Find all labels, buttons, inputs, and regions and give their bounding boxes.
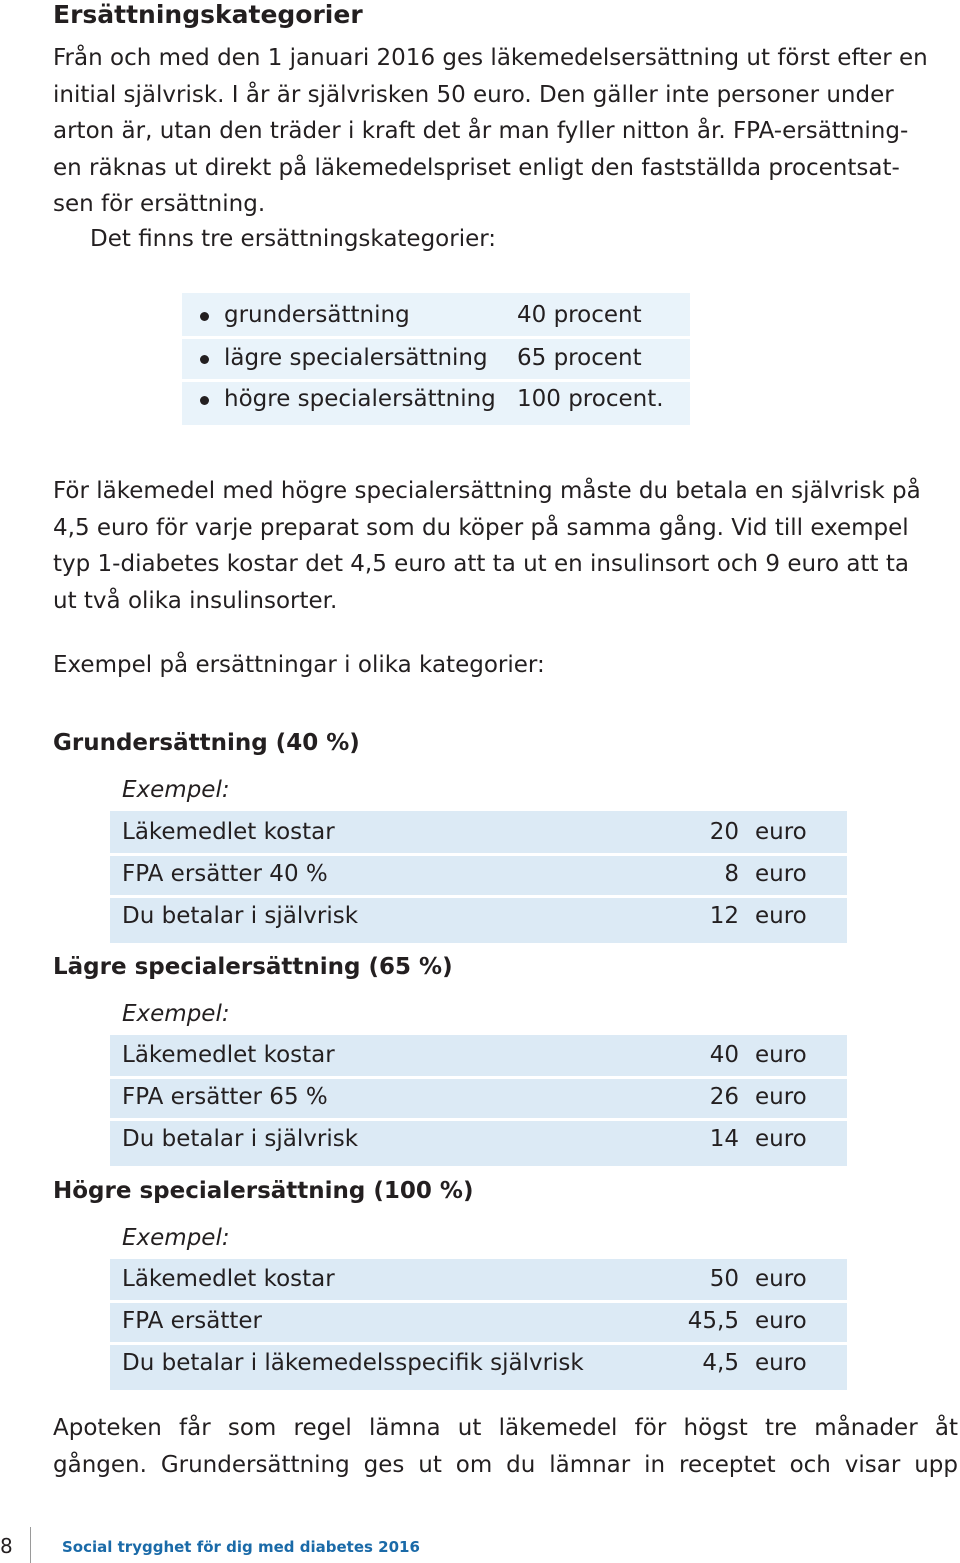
paragraph-line: Apoteken får som regel lämna ut läkemedel för högst tre månader åt [53, 1415, 958, 1441]
example-title: Lägre specialersättning (65 %) [53, 954, 453, 980]
row-amount: 20 [709, 819, 739, 845]
pharmacy-paragraph [53, 1410, 958, 1484]
example-table [110, 1035, 847, 1166]
section-heading: Ersättningskategorier [53, 0, 363, 29]
table-row [110, 1260, 847, 1299]
intro-line: arton är, utan den träder i kraft det år man fyller nitton år. FPA-ersättning- [53, 118, 909, 144]
row-label: Läkemedlet kostar [122, 1266, 335, 1292]
examples-intro: Exempel på ersättningar i olika kategorier: [53, 652, 545, 678]
row-amount: 45,5 [687, 1308, 739, 1334]
row-amount: 14 [709, 1126, 739, 1152]
row-amount: 12 [709, 903, 739, 929]
row-label: Du betalar i läkemedelsspecifik självrisk [122, 1350, 584, 1376]
table-row [110, 1344, 847, 1383]
row-label: FPA ersätter [122, 1308, 262, 1334]
row-label: Du betalar i självrisk [122, 1126, 359, 1152]
row-label: Läkemedlet kostar [122, 819, 335, 845]
row-unit: euro [755, 1126, 807, 1152]
category-name: högre specialersättning [224, 386, 496, 412]
page-number: 8 [0, 1534, 13, 1558]
example-table [110, 811, 847, 943]
intro-line: Från och med den 1 januari 2016 ges läkemedelsersättning ut först efter en [53, 45, 928, 71]
example-title: Högre specialersättning (100 %) [53, 1178, 474, 1204]
row-unit: euro [755, 819, 807, 845]
example-label: Exempel: [122, 1001, 230, 1027]
category-percent: 40 procent [517, 302, 642, 328]
category-percent: 100 procent. [517, 386, 664, 412]
row-label: Läkemedlet kostar [122, 1042, 335, 1068]
row-label: Du betalar i självrisk [122, 903, 359, 929]
row-amount: 26 [709, 1084, 739, 1110]
row-unit: euro [755, 1266, 807, 1292]
table-row [110, 855, 847, 894]
paragraph-line: gången. Grundersättning ges ut om du lämnar in receptet och visar upp [53, 1452, 958, 1478]
row-unit: euro [755, 1350, 807, 1376]
paragraph-line: 4,5 euro för varje preparat som du köper på samma gång. Vid till exempel [53, 514, 909, 541]
table-row [110, 1120, 847, 1159]
table-row [110, 813, 847, 852]
row-unit: euro [755, 861, 807, 887]
category-name: lägre specialersättning [224, 345, 488, 371]
category-name: grundersättning [224, 302, 410, 328]
intro-line: sen för ersättning. [53, 191, 266, 217]
row-amount: 4,5 [702, 1350, 739, 1376]
category-item [182, 338, 690, 378]
example-label: Exempel: [122, 1225, 230, 1251]
row-amount: 8 [724, 861, 739, 887]
self-risk-paragraph [53, 473, 958, 619]
table-row [110, 1036, 847, 1075]
example-label: Exempel: [122, 777, 230, 803]
category-item [182, 379, 690, 419]
row-label: FPA ersätter 65 % [122, 1084, 328, 1110]
table-row [110, 1078, 847, 1117]
example-title: Grundersättning (40 %) [53, 730, 360, 756]
category-percent: 65 procent [517, 345, 642, 371]
intro-line: en räknas ut direkt på läkemedelspriset enligt den fastställda procentsat- [53, 154, 900, 181]
categories-box [182, 293, 690, 425]
row-unit: euro [755, 903, 807, 929]
row-unit: euro [755, 1308, 807, 1334]
paragraph-line: För läkemedel med högre specialersättning måste du betala en självrisk på [53, 478, 921, 504]
footer-divider [30, 1527, 31, 1563]
table-row [110, 1302, 847, 1341]
table-row [110, 897, 847, 936]
paragraph-line: ut två olika insulinsorter. [53, 587, 338, 614]
intro-paragraph [53, 40, 958, 223]
footer-publication: Social trygghet för dig med diabetes 2016 [62, 1538, 420, 1556]
row-unit: euro [755, 1042, 807, 1068]
row-label: FPA ersätter 40 % [122, 861, 328, 887]
row-unit: euro [755, 1084, 807, 1110]
bullet-icon [200, 355, 209, 364]
bullet-icon [200, 312, 209, 321]
row-amount: 40 [709, 1042, 739, 1068]
example-table [110, 1259, 847, 1390]
intro-line: initial självrisk. I år är självrisken 50 euro. Den gäller inte personer under [53, 81, 894, 108]
categories-lead: Det finns tre ersättningskategorier: [90, 226, 497, 252]
bullet-icon [200, 396, 209, 405]
category-item [182, 295, 690, 335]
paragraph-line: typ 1-diabetes kostar det 4,5 euro att ta ut en insulinsort och 9 euro att ta [53, 551, 909, 577]
row-amount: 50 [709, 1266, 739, 1292]
